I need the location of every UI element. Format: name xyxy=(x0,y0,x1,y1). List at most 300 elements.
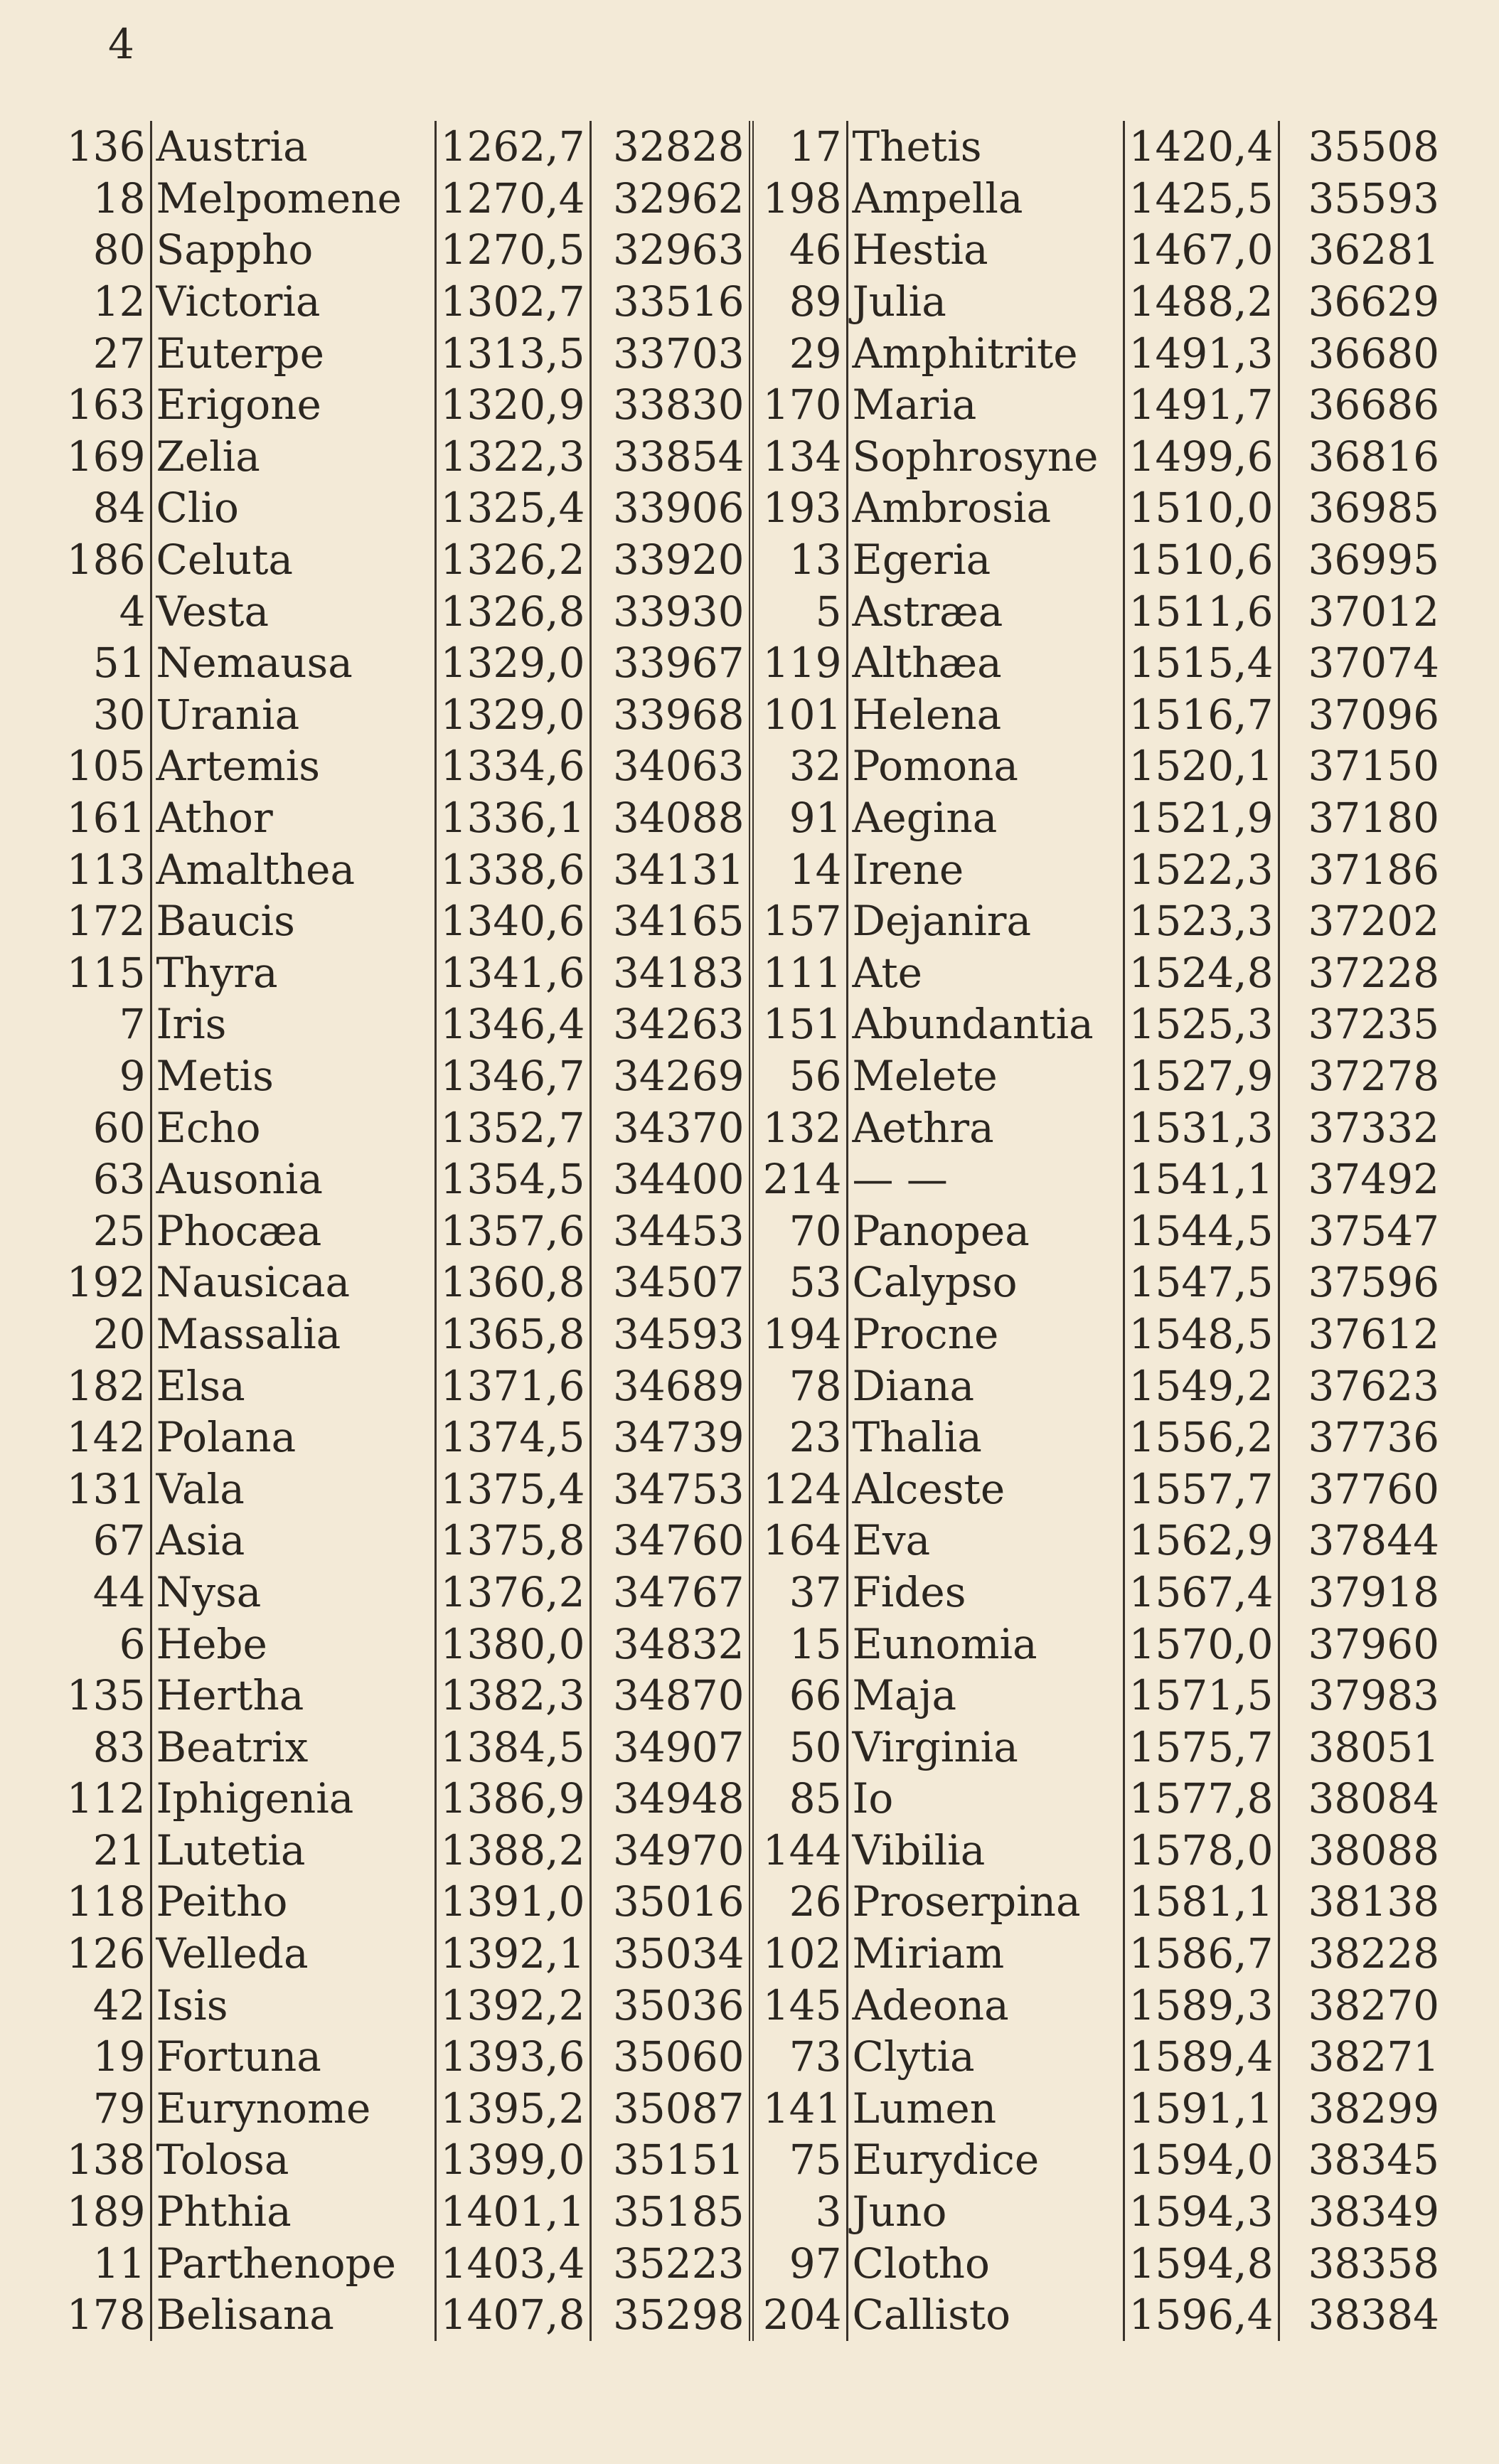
right-code: 37760 xyxy=(1279,1463,1444,1515)
table-row xyxy=(43,121,1444,173)
left-name: Phthia xyxy=(151,2186,435,2238)
left-value: 1302,7 xyxy=(435,276,590,328)
left-name: Erigone xyxy=(151,379,435,431)
left-code: 33920 xyxy=(590,534,751,586)
right-value: 1521,9 xyxy=(1124,792,1279,844)
left-number: 135 xyxy=(66,1671,146,1720)
table-row xyxy=(43,1928,1444,1980)
left-number: 21 xyxy=(92,1825,146,1874)
right-number: 170 xyxy=(751,379,847,431)
table-row xyxy=(43,689,1444,741)
right-code: 35508 xyxy=(1279,121,1444,173)
left-name: Belisana xyxy=(151,2289,435,2341)
table-row xyxy=(43,1773,1444,1825)
left-name: Tolosa xyxy=(151,2134,435,2186)
left-name: Eurynome xyxy=(151,2083,435,2135)
right-number: 29 xyxy=(751,327,847,379)
left-number: 25 xyxy=(92,1206,146,1255)
left-number: 60 xyxy=(92,1103,146,1152)
left-name: Isis xyxy=(151,1979,435,2031)
left-name: Sappho xyxy=(151,224,435,276)
right-code: 37235 xyxy=(1279,998,1444,1050)
left-value: 1392,1 xyxy=(435,1928,590,1980)
right-code: 37596 xyxy=(1279,1257,1444,1308)
table-row xyxy=(43,327,1444,379)
left-number: 112 xyxy=(66,1774,146,1823)
left-code: 34453 xyxy=(590,1205,751,1257)
left-name: Elsa xyxy=(151,1360,435,1412)
table-row xyxy=(43,843,1444,895)
right-name: Egeria xyxy=(847,534,1124,586)
right-value: 1516,7 xyxy=(1124,689,1279,741)
right-code: 36629 xyxy=(1279,276,1444,328)
right-code: 37012 xyxy=(1279,585,1444,637)
left-number: 126 xyxy=(66,1929,146,1978)
right-value: 1548,5 xyxy=(1124,1308,1279,1360)
right-code: 38345 xyxy=(1279,2134,1444,2186)
right-number: 66 xyxy=(751,1670,847,1722)
right-number: 141 xyxy=(751,2083,847,2135)
left-name: Clio xyxy=(151,482,435,534)
table-row xyxy=(43,895,1444,947)
right-code: 38270 xyxy=(1279,1979,1444,2031)
right-number: 91 xyxy=(751,792,847,844)
table-row xyxy=(43,1463,1444,1515)
left-code: 32963 xyxy=(590,224,751,276)
left-number: 83 xyxy=(92,1722,146,1771)
left-name: Victoria xyxy=(151,276,435,328)
left-code: 33854 xyxy=(590,431,751,483)
right-name: Clotho xyxy=(847,2237,1124,2289)
right-number: 204 xyxy=(751,2289,847,2341)
left-code: 35034 xyxy=(590,1928,751,1980)
left-code: 33830 xyxy=(590,379,751,431)
left-code: 34088 xyxy=(590,792,751,844)
right-value: 1549,2 xyxy=(1124,1360,1279,1412)
right-value: 1577,8 xyxy=(1124,1773,1279,1825)
right-value: 1420,4 xyxy=(1124,121,1279,173)
left-value: 1375,8 xyxy=(435,1515,590,1567)
left-code: 34370 xyxy=(590,1102,751,1153)
right-code: 37547 xyxy=(1279,1205,1444,1257)
left-number: 27 xyxy=(92,329,146,378)
left-number: 178 xyxy=(66,2290,146,2340)
right-number: 3 xyxy=(751,2186,847,2238)
left-number: 105 xyxy=(66,742,146,791)
right-name: Miriam xyxy=(847,1928,1124,1980)
right-name: Juno xyxy=(847,2186,1124,2238)
right-number: 85 xyxy=(751,1773,847,1825)
right-value: 1511,6 xyxy=(1124,585,1279,637)
left-code: 34183 xyxy=(590,947,751,999)
right-value: 1581,1 xyxy=(1124,1876,1279,1928)
left-value: 1354,5 xyxy=(435,1153,590,1205)
right-name: Irene xyxy=(847,843,1124,895)
left-name: Nausicaa xyxy=(151,1257,435,1308)
right-value: 1524,8 xyxy=(1124,947,1279,999)
left-number: 161 xyxy=(66,794,146,843)
right-code: 36816 xyxy=(1279,431,1444,483)
right-value: 1541,1 xyxy=(1124,1153,1279,1205)
table-row xyxy=(43,431,1444,483)
right-name: Ambrosia xyxy=(847,482,1124,534)
left-code: 33968 xyxy=(590,689,751,741)
right-name: Ampella xyxy=(847,173,1124,225)
left-value: 1380,0 xyxy=(435,1618,590,1670)
left-number: 189 xyxy=(66,2187,146,2236)
table-row xyxy=(43,379,1444,431)
right-code: 38299 xyxy=(1279,2083,1444,2135)
left-number: 51 xyxy=(92,639,146,688)
left-number: 80 xyxy=(92,225,146,274)
left-code: 35185 xyxy=(590,2186,751,2238)
right-name: Eunomia xyxy=(847,1618,1124,1670)
right-number: 26 xyxy=(751,1876,847,1928)
right-number: 46 xyxy=(751,224,847,276)
left-number: 138 xyxy=(66,2135,146,2185)
right-code: 37492 xyxy=(1279,1153,1444,1205)
left-value: 1403,4 xyxy=(435,2237,590,2289)
right-value: 1510,6 xyxy=(1124,534,1279,586)
right-code: 38084 xyxy=(1279,1773,1444,1825)
left-number: 18 xyxy=(92,174,146,223)
right-number: 75 xyxy=(751,2134,847,2186)
right-value: 1589,4 xyxy=(1124,2031,1279,2083)
left-code: 35223 xyxy=(590,2237,751,2289)
right-value: 1491,3 xyxy=(1124,327,1279,379)
right-number: 70 xyxy=(751,1205,847,1257)
left-name: Fortuna xyxy=(151,2031,435,2083)
left-value: 1386,9 xyxy=(435,1773,590,1825)
left-number: 20 xyxy=(92,1309,146,1358)
left-value: 1270,4 xyxy=(435,173,590,225)
left-name: Echo xyxy=(151,1102,435,1153)
right-value: 1562,9 xyxy=(1124,1515,1279,1567)
left-value: 1371,6 xyxy=(435,1360,590,1412)
left-name: Hertha xyxy=(151,1670,435,1722)
left-name: Massalia xyxy=(151,1308,435,1360)
left-code: 34689 xyxy=(590,1360,751,1412)
left-number: 42 xyxy=(92,1980,146,2030)
left-value: 1340,6 xyxy=(435,895,590,947)
left-number: 7 xyxy=(119,1000,146,1049)
right-number: 101 xyxy=(751,689,847,741)
left-value: 1334,6 xyxy=(435,740,590,792)
right-number: 56 xyxy=(751,1050,847,1102)
left-number: 192 xyxy=(66,1258,146,1307)
right-number: 124 xyxy=(751,1463,847,1515)
left-code: 32962 xyxy=(590,173,751,225)
left-number: 79 xyxy=(92,2084,146,2133)
left-value: 1360,8 xyxy=(435,1257,590,1308)
right-code: 37736 xyxy=(1279,1412,1444,1463)
left-name: Nysa xyxy=(151,1567,435,1618)
right-number: 134 xyxy=(751,431,847,483)
left-number: 4 xyxy=(119,587,146,636)
right-value: 1591,1 xyxy=(1124,2083,1279,2135)
left-code: 34970 xyxy=(590,1825,751,1877)
right-value: 1531,3 xyxy=(1124,1102,1279,1153)
left-value: 1393,6 xyxy=(435,2031,590,2083)
right-number: 132 xyxy=(751,1102,847,1153)
right-number: 17 xyxy=(751,121,847,173)
right-number: 89 xyxy=(751,276,847,328)
left-code: 35036 xyxy=(590,1979,751,2031)
asteroid-table-body xyxy=(43,121,1444,2341)
left-value: 1329,0 xyxy=(435,637,590,689)
left-value: 1388,2 xyxy=(435,1825,590,1877)
table-row xyxy=(43,1050,1444,1102)
left-value: 1262,7 xyxy=(435,121,590,173)
right-number: 53 xyxy=(751,1257,847,1308)
right-code: 37096 xyxy=(1279,689,1444,741)
right-code: 36985 xyxy=(1279,482,1444,534)
right-code: 38228 xyxy=(1279,1928,1444,1980)
left-name: Iphigenia xyxy=(151,1773,435,1825)
right-value: 1525,3 xyxy=(1124,998,1279,1050)
right-name: Adeona xyxy=(847,1979,1124,2031)
left-code: 34870 xyxy=(590,1670,751,1722)
right-number: 15 xyxy=(751,1618,847,1670)
right-number: 194 xyxy=(751,1308,847,1360)
left-name: Austria xyxy=(151,121,435,173)
right-code: 38358 xyxy=(1279,2237,1444,2289)
left-name: Vesta xyxy=(151,585,435,637)
right-value: 1515,4 xyxy=(1124,637,1279,689)
table-row xyxy=(43,1205,1444,1257)
left-value: 1401,1 xyxy=(435,2186,590,2238)
right-value: 1578,0 xyxy=(1124,1825,1279,1877)
left-number: 19 xyxy=(92,2032,146,2081)
right-name: Aethra xyxy=(847,1102,1124,1153)
left-number: 182 xyxy=(66,1361,146,1410)
right-code: 36281 xyxy=(1279,224,1444,276)
left-name: Urania xyxy=(151,689,435,741)
right-value: 1571,5 xyxy=(1124,1670,1279,1722)
table-row xyxy=(43,947,1444,999)
right-value: 1557,7 xyxy=(1124,1463,1279,1515)
left-name: Celuta xyxy=(151,534,435,586)
left-name: Hebe xyxy=(151,1618,435,1670)
left-value: 1329,0 xyxy=(435,689,590,741)
right-name: Sophrosyne xyxy=(847,431,1124,483)
right-code: 37186 xyxy=(1279,843,1444,895)
right-code: 37960 xyxy=(1279,1618,1444,1670)
left-code: 34593 xyxy=(590,1308,751,1360)
left-code: 34832 xyxy=(590,1618,751,1670)
table-row xyxy=(43,173,1444,225)
table-row xyxy=(43,740,1444,792)
right-name: Helena xyxy=(847,689,1124,741)
right-name: Lumen xyxy=(847,2083,1124,2135)
right-number: 50 xyxy=(751,1721,847,1773)
table-row xyxy=(43,2237,1444,2289)
left-number: 136 xyxy=(66,122,146,171)
right-value: 1523,3 xyxy=(1124,895,1279,947)
table-row xyxy=(43,2083,1444,2135)
left-name: Polana xyxy=(151,1412,435,1463)
left-value: 1357,6 xyxy=(435,1205,590,1257)
right-number: 193 xyxy=(751,482,847,534)
right-name: Eurydice xyxy=(847,2134,1124,2186)
right-code: 37202 xyxy=(1279,895,1444,947)
left-value: 1338,6 xyxy=(435,843,590,895)
left-code: 35298 xyxy=(590,2289,751,2341)
left-number: 9 xyxy=(119,1051,146,1100)
right-code: 35593 xyxy=(1279,173,1444,225)
left-code: 33967 xyxy=(590,637,751,689)
table-row xyxy=(43,2134,1444,2186)
left-code: 34263 xyxy=(590,998,751,1050)
table-row xyxy=(43,1153,1444,1205)
left-name: Thyra xyxy=(151,947,435,999)
left-code: 34767 xyxy=(590,1567,751,1618)
left-name: Lutetia xyxy=(151,1825,435,1877)
left-value: 1313,5 xyxy=(435,327,590,379)
left-number: 131 xyxy=(66,1464,146,1513)
right-value: 1594,8 xyxy=(1124,2237,1279,2289)
table-row xyxy=(43,1670,1444,1722)
left-value: 1365,8 xyxy=(435,1308,590,1360)
right-name: Abundantia xyxy=(847,998,1124,1050)
right-number: 5 xyxy=(751,585,847,637)
left-number: 12 xyxy=(92,277,146,326)
left-code: 34165 xyxy=(590,895,751,947)
left-number: 186 xyxy=(66,535,146,585)
right-value: 1510,0 xyxy=(1124,482,1279,534)
right-value: 1488,2 xyxy=(1124,276,1279,328)
right-name: Diana xyxy=(847,1360,1124,1412)
right-value: 1467,0 xyxy=(1124,224,1279,276)
right-number: 14 xyxy=(751,843,847,895)
left-name: Ausonia xyxy=(151,1153,435,1205)
left-name: Melpomene xyxy=(151,173,435,225)
right-number: 111 xyxy=(751,947,847,999)
left-number: 169 xyxy=(66,432,146,481)
right-number: 157 xyxy=(751,895,847,947)
right-name: Vibilia xyxy=(847,1825,1124,1877)
left-value: 1325,4 xyxy=(435,482,590,534)
right-value: 1527,9 xyxy=(1124,1050,1279,1102)
right-code: 38138 xyxy=(1279,1876,1444,1928)
right-name: Althæa xyxy=(847,637,1124,689)
right-number: 32 xyxy=(751,740,847,792)
left-code: 33906 xyxy=(590,482,751,534)
table-row xyxy=(43,1412,1444,1463)
left-number: 6 xyxy=(119,1619,146,1668)
table-row xyxy=(43,1618,1444,1670)
left-value: 1375,4 xyxy=(435,1463,590,1515)
right-name: Callisto xyxy=(847,2289,1124,2341)
right-name: Ate xyxy=(847,947,1124,999)
left-number: 113 xyxy=(66,845,146,894)
table-row xyxy=(43,2186,1444,2238)
right-code: 37612 xyxy=(1279,1308,1444,1360)
right-code: 37983 xyxy=(1279,1670,1444,1722)
table-row xyxy=(43,1721,1444,1773)
right-value: 1575,7 xyxy=(1124,1721,1279,1773)
left-value: 1270,5 xyxy=(435,224,590,276)
right-name: Amphitrite xyxy=(847,327,1124,379)
left-code: 34063 xyxy=(590,740,751,792)
left-name: Beatrix xyxy=(151,1721,435,1773)
right-number: 102 xyxy=(751,1928,847,1980)
right-code: 37332 xyxy=(1279,1102,1444,1153)
table-row xyxy=(43,1360,1444,1412)
left-number: 172 xyxy=(66,897,146,946)
left-value: 1322,3 xyxy=(435,431,590,483)
left-value: 1382,3 xyxy=(435,1670,590,1722)
left-name: Iris xyxy=(151,998,435,1050)
right-code: 37623 xyxy=(1279,1360,1444,1412)
right-code: 38384 xyxy=(1279,2289,1444,2341)
right-number: 119 xyxy=(751,637,847,689)
right-code: 38088 xyxy=(1279,1825,1444,1877)
right-code: 36680 xyxy=(1279,327,1444,379)
left-number: 11 xyxy=(92,2239,146,2288)
right-name: Dejanira xyxy=(847,895,1124,947)
table-row xyxy=(43,998,1444,1050)
table-row xyxy=(43,276,1444,328)
left-number: 63 xyxy=(92,1155,146,1204)
left-value: 1384,5 xyxy=(435,1721,590,1773)
left-name: Velleda xyxy=(151,1928,435,1980)
right-name: Alceste xyxy=(847,1463,1124,1515)
left-code: 33703 xyxy=(590,327,751,379)
left-code: 34400 xyxy=(590,1153,751,1205)
table-row xyxy=(43,637,1444,689)
left-value: 1326,2 xyxy=(435,534,590,586)
left-code: 34269 xyxy=(590,1050,751,1102)
table-row xyxy=(43,224,1444,276)
left-code: 34131 xyxy=(590,843,751,895)
left-code: 34907 xyxy=(590,1721,751,1773)
right-value: 1520,1 xyxy=(1124,740,1279,792)
left-number: 84 xyxy=(92,484,146,533)
right-name: Panopea xyxy=(847,1205,1124,1257)
left-code: 35087 xyxy=(590,2083,751,2135)
right-name: Clytia xyxy=(847,2031,1124,2083)
right-name: Proserpina xyxy=(847,1876,1124,1928)
right-value: 1556,2 xyxy=(1124,1412,1279,1463)
left-name: Parthenope xyxy=(151,2237,435,2289)
left-number: 67 xyxy=(92,1516,146,1565)
left-code: 32828 xyxy=(590,121,751,173)
table-row xyxy=(43,585,1444,637)
left-value: 1395,2 xyxy=(435,2083,590,2135)
right-value: 1544,5 xyxy=(1124,1205,1279,1257)
table-row xyxy=(43,482,1444,534)
right-value: 1589,3 xyxy=(1124,1979,1279,2031)
left-number: 163 xyxy=(66,380,146,430)
left-value: 1346,7 xyxy=(435,1050,590,1102)
left-name: Metis xyxy=(151,1050,435,1102)
right-value: 1499,6 xyxy=(1124,431,1279,483)
right-code: 37228 xyxy=(1279,947,1444,999)
left-name: Amalthea xyxy=(151,843,435,895)
left-name: Artemis xyxy=(151,740,435,792)
right-name: Procne xyxy=(847,1308,1124,1360)
asteroid-table xyxy=(43,121,1444,2341)
left-value: 1346,4 xyxy=(435,998,590,1050)
left-code: 33516 xyxy=(590,276,751,328)
left-value: 1399,0 xyxy=(435,2134,590,2186)
table-row xyxy=(43,2031,1444,2083)
right-number: 37 xyxy=(751,1567,847,1618)
right-number: 144 xyxy=(751,1825,847,1877)
table-row xyxy=(43,1876,1444,1928)
left-value: 1320,9 xyxy=(435,379,590,431)
